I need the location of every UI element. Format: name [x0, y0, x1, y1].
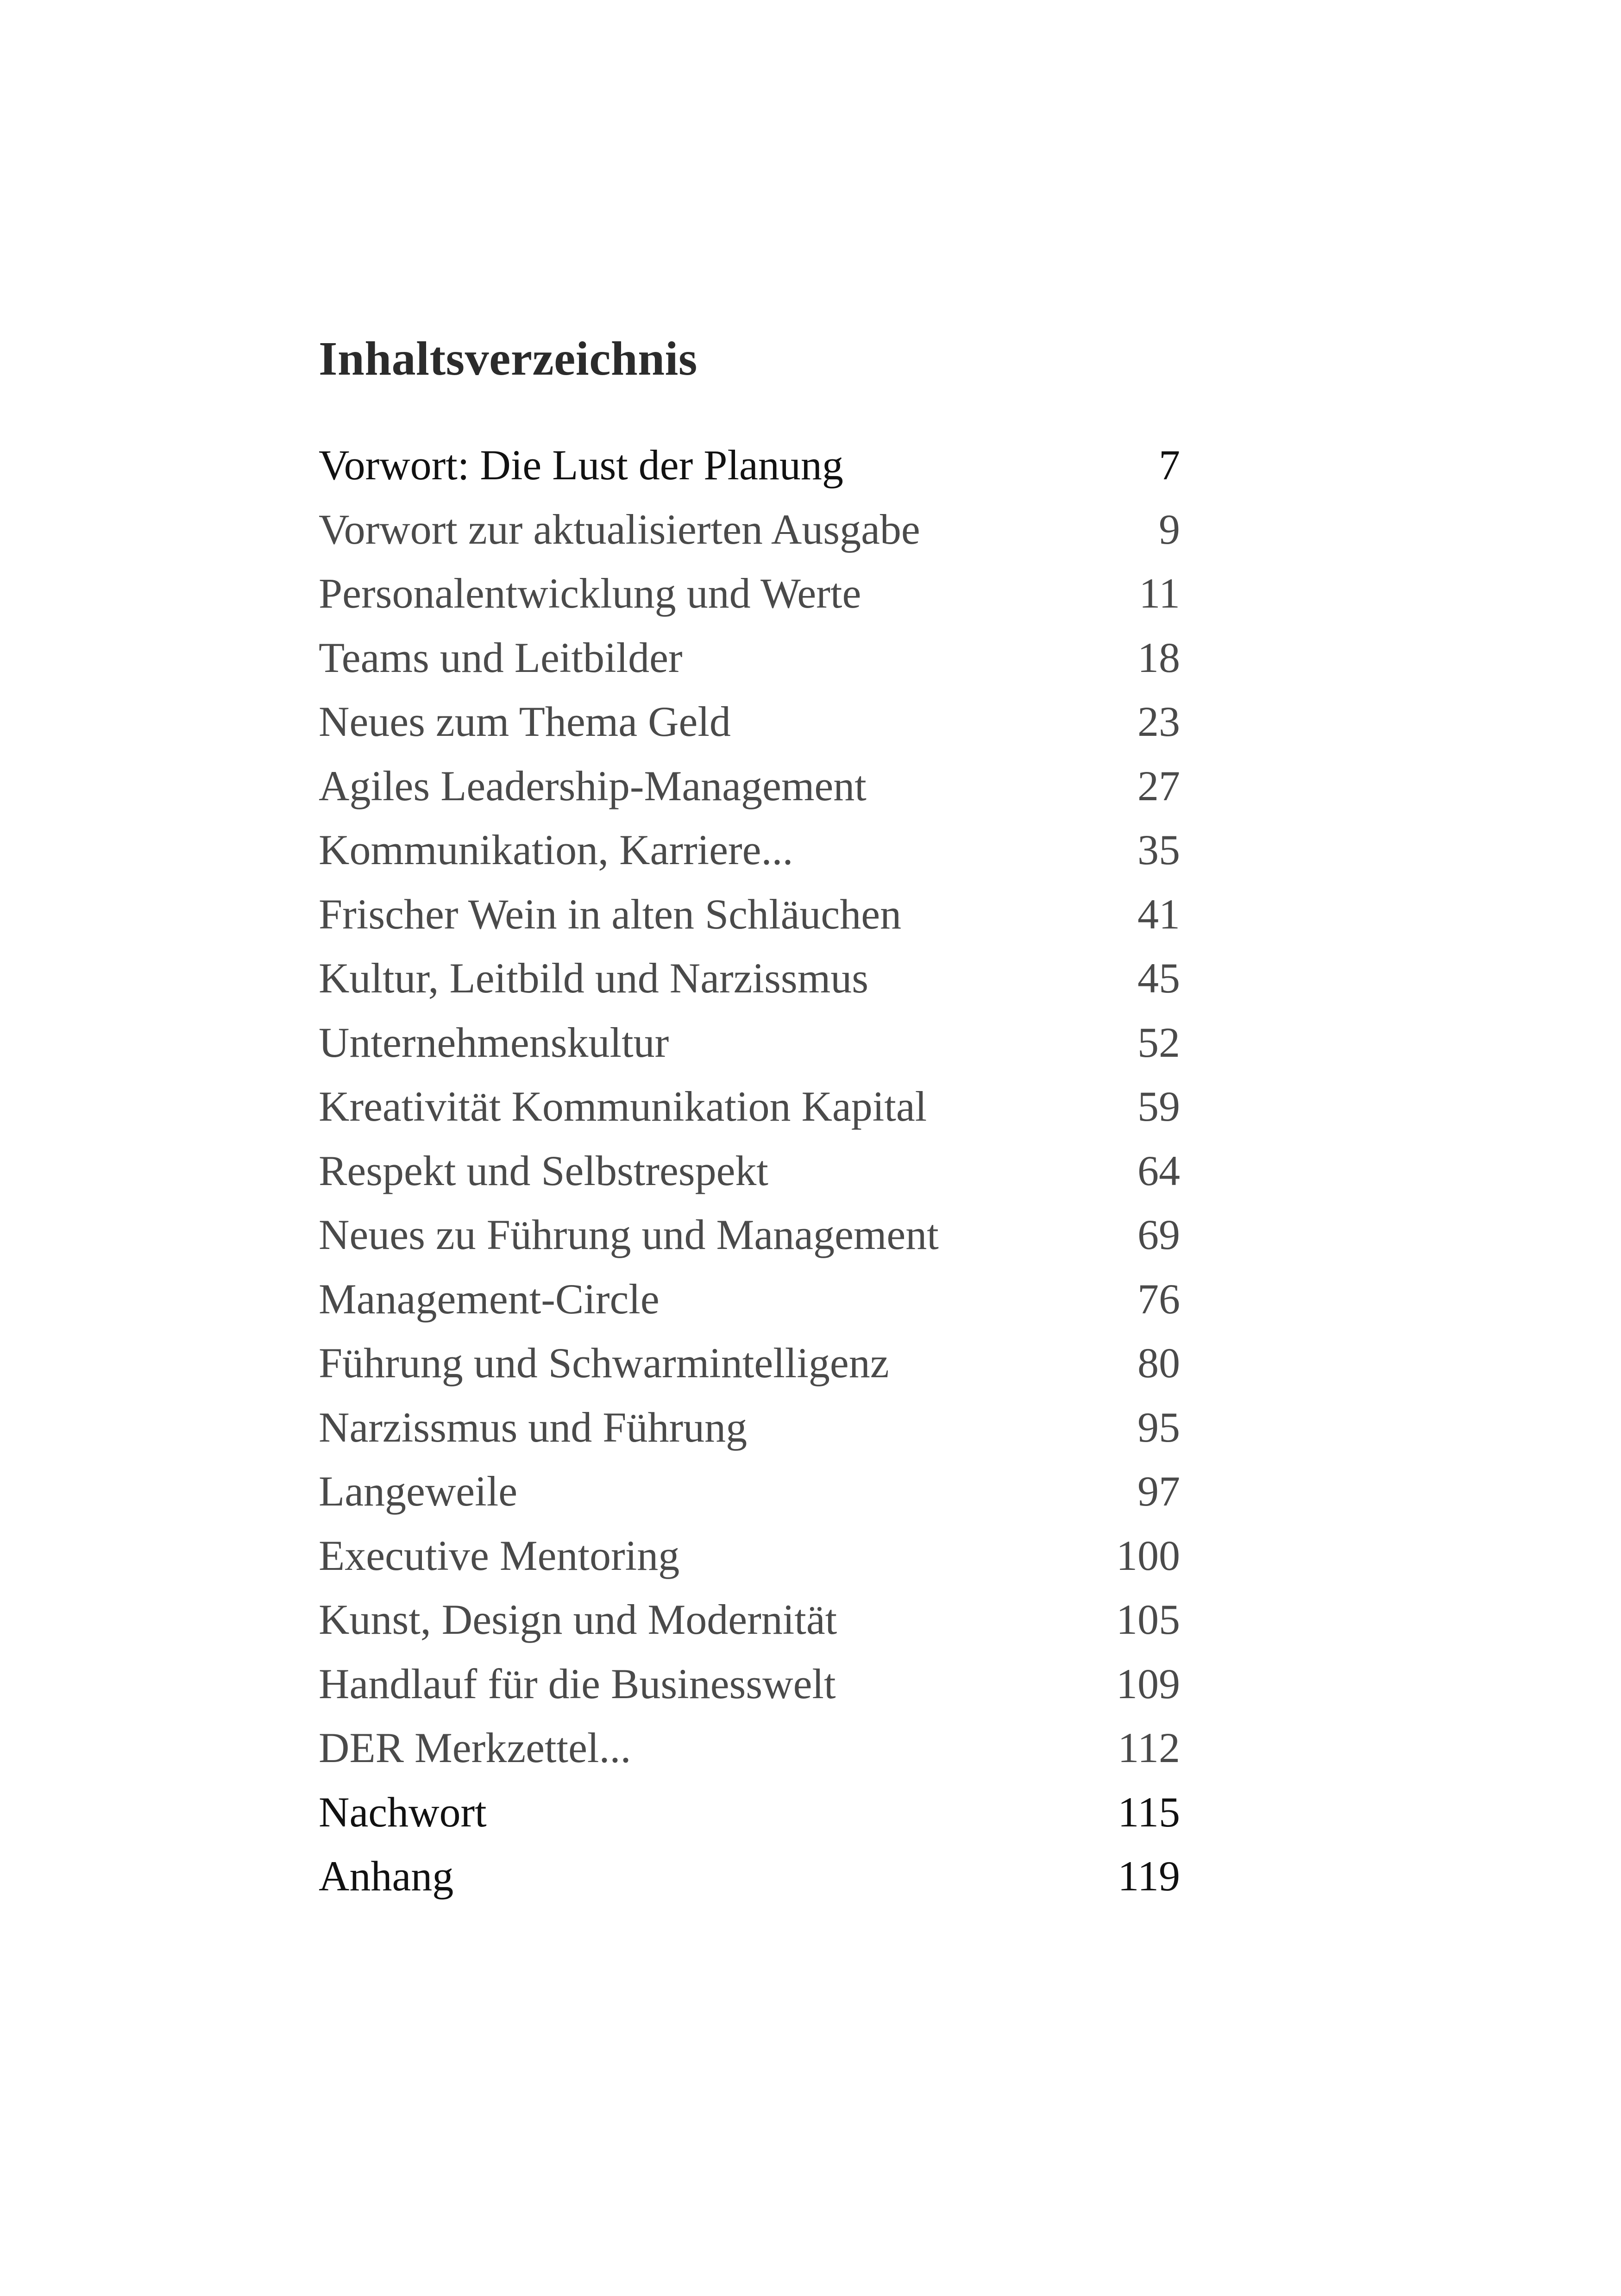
- toc-entry: [319, 818, 1180, 882]
- toc-entry-page-number: 18: [1137, 634, 1180, 681]
- toc-entry-title: Frischer Wein in alten Schläuchen: [319, 890, 902, 938]
- toc-entry-page-number: 45: [1137, 954, 1180, 1002]
- toc-entry: [319, 1459, 1180, 1524]
- toc-entry-page-number: 27: [1137, 762, 1180, 809]
- toc-entry-page-number: 41: [1137, 890, 1180, 938]
- toc-entry: [319, 1331, 1180, 1395]
- toc-entry-title: Narzissmus und Führung: [319, 1403, 748, 1451]
- toc-entry: [319, 626, 1180, 690]
- toc-entry: [319, 1203, 1180, 1267]
- toc-entry-page-number: 95: [1137, 1403, 1180, 1451]
- toc-entry-title: DER Merkzettel...: [319, 1724, 631, 1771]
- toc-entry-title: Teams und Leitbilder: [319, 634, 683, 681]
- toc-entry-page-number: 112: [1118, 1724, 1180, 1771]
- toc-entry-page-number: 69: [1137, 1211, 1180, 1258]
- toc-entry-page-number: 9: [1159, 505, 1180, 553]
- toc-entry-page-number: 52: [1137, 1018, 1180, 1066]
- toc-entry-title: Neues zum Thema Geld: [319, 698, 731, 745]
- toc-entry-title: Management-Circle: [319, 1275, 660, 1323]
- toc-entry-title: Respekt und Selbstrespekt: [319, 1147, 768, 1194]
- toc-entry-page-number: 105: [1116, 1596, 1180, 1643]
- toc-entry-title: Langeweile: [319, 1468, 518, 1515]
- toc-entry-page-number: 97: [1137, 1468, 1180, 1515]
- toc-entry: [319, 882, 1180, 947]
- toc-entry-title: Vorwort zur aktualisierten Ausgabe: [319, 505, 920, 553]
- toc-entry-title: Kreativität Kommunikation Kapital: [319, 1083, 927, 1130]
- toc-list: [319, 433, 1180, 1908]
- toc-entry: [319, 946, 1180, 1010]
- toc-entry-page-number: 35: [1137, 826, 1180, 873]
- table-of-contents: [319, 324, 1180, 1908]
- toc-entry-title: Neues zu Führung und Management: [319, 1211, 939, 1258]
- toc-entry-title: Vorwort: Die Lust der Planung: [319, 441, 843, 489]
- toc-entry-page-number: 80: [1137, 1339, 1180, 1386]
- toc-entry: [319, 1267, 1180, 1331]
- toc-entry: [319, 1074, 1180, 1139]
- toc-entry-title: Executive Mentoring: [319, 1531, 680, 1579]
- toc-entry-title: Handlauf für die Businesswelt: [319, 1660, 836, 1707]
- toc-entry-page-number: 76: [1137, 1275, 1180, 1323]
- toc-entry-title: Kultur, Leitbild und Narzissmus: [319, 954, 869, 1002]
- toc-entry-title: Anhang: [319, 1852, 454, 1900]
- toc-entry: [319, 1780, 1180, 1844]
- toc-entry: [319, 1587, 1180, 1652]
- toc-entry-page-number: 7: [1159, 441, 1180, 489]
- toc-entry: [319, 561, 1180, 626]
- toc-entry: [319, 1524, 1180, 1588]
- toc-entry: [319, 433, 1180, 497]
- toc-entry-page-number: 11: [1139, 570, 1180, 617]
- toc-entry-title: Führung und Schwarmintelligenz: [319, 1339, 889, 1386]
- toc-entry: [319, 1395, 1180, 1460]
- toc-entry: [319, 1010, 1180, 1075]
- toc-entry: [319, 1139, 1180, 1203]
- toc-entry-title: Kunst, Design und Modernität: [319, 1596, 837, 1643]
- toc-entry-page-number: 23: [1137, 698, 1180, 745]
- toc-entry-title: Kommunikation, Karriere...: [319, 826, 793, 873]
- toc-entry-title: Personalentwicklung und Werte: [319, 570, 861, 617]
- toc-entry-title: Unternehmenskultur: [319, 1018, 669, 1066]
- toc-entry: [319, 1652, 1180, 1716]
- toc-entry: [319, 1716, 1180, 1780]
- toc-entry-page-number: 119: [1118, 1852, 1180, 1900]
- toc-entry-page-number: 109: [1116, 1660, 1180, 1707]
- toc-entry-title: Nachwort: [319, 1788, 487, 1836]
- toc-entry: [319, 754, 1180, 818]
- toc-entry-page-number: 100: [1116, 1531, 1180, 1579]
- toc-entry-page-number: 64: [1137, 1147, 1180, 1194]
- toc-entry: [319, 497, 1180, 562]
- toc-entry-page-number: 115: [1118, 1788, 1180, 1836]
- toc-entry: [319, 690, 1180, 754]
- toc-title: Inhaltsverzeichnis: [319, 332, 697, 385]
- toc-entry: [319, 1844, 1180, 1908]
- toc-entry-title: Agiles Leadership-Management: [319, 762, 867, 809]
- toc-entry-page-number: 59: [1137, 1083, 1180, 1130]
